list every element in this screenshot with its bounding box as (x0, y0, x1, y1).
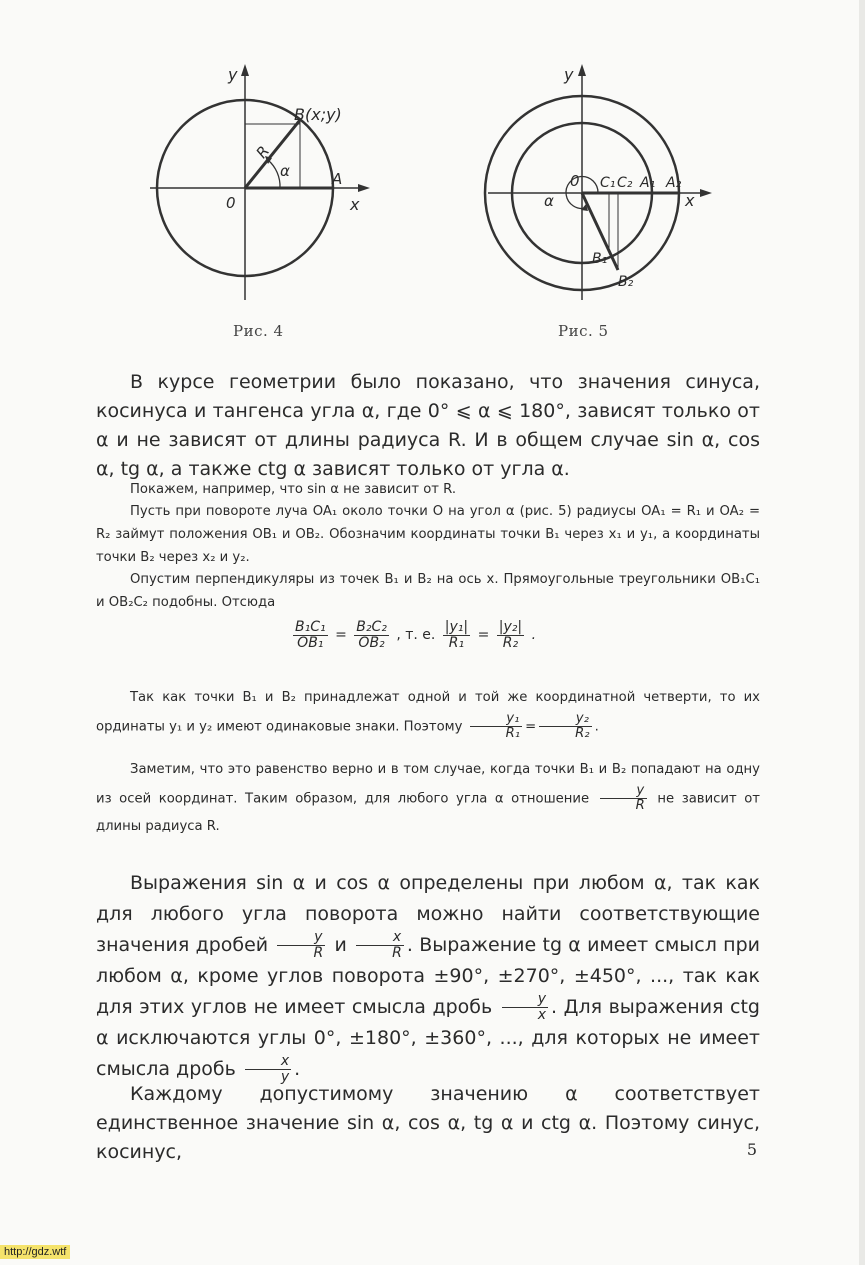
s4-frac1-num: y₁ (470, 712, 522, 727)
eq-separator: , т. е. (396, 627, 436, 644)
s4-eq-sign: = (525, 719, 537, 735)
figure-5-caption: Рис. 5 (558, 322, 609, 340)
p2-frac4-den: y (280, 1069, 290, 1085)
fig4-y-label: y (228, 65, 238, 84)
page-number: 5 (746, 1140, 757, 1159)
fig4-b-label: B(x;y) (294, 105, 342, 124)
s4-frac2-den: R₂ (575, 725, 590, 741)
p2-frac2-num: x (356, 930, 404, 946)
fig4-origin-label: 0 (226, 194, 236, 212)
s4-frac2-num: y₂ (539, 712, 591, 727)
s5-frac-den: R (635, 797, 645, 813)
figure-4 (140, 60, 380, 310)
fig4-x-label: x (350, 195, 360, 214)
fig5-c1-label: C₁ (600, 175, 616, 191)
page-edge-shadow (859, 0, 865, 1265)
eq-frac3-den: R₁ (448, 634, 465, 651)
p2-and: и (334, 934, 347, 956)
eq-frac1-den: OB₁ (297, 634, 324, 651)
s4-end: . (594, 719, 599, 735)
p2-frac3-den: x (537, 1007, 547, 1023)
eq-frac2-den: OB₂ (358, 634, 385, 651)
p2-end: . (294, 1058, 301, 1080)
fig5-a1-label: A₁ (640, 175, 656, 191)
small-paragraph-2: Пусть при повороте луча OA₁ около точки O на угол α (рис. 5) радиусы OA₁ = R₁ и OA₂ = R₂ займут положения OB₁ и OB₂. Обозначим координаты точки B₁ через x₁ и y₁, а координаты точки B₂ через x₂ и y₂. (96, 504, 760, 565)
p2-part3: . Для выражения ctg α исключаются углы 0°, ±180°, ±360°, ..., для которых не имеет смысла дробь (96, 996, 760, 1080)
s4-frac1-den: R₁ (505, 725, 521, 741)
eq-frac4-num: |y₂| (498, 619, 523, 635)
paragraph-2 (96, 868, 760, 1085)
angle-arc (268, 160, 280, 188)
fig4-alpha-label: α (280, 162, 290, 180)
p2-part2: . Выражение tg α имеет смысл при любом α, кроме углов поворота ±90°, ±270°, ±450°, ..., так как для этих углов не имеет смысла дробь (96, 934, 761, 1018)
eq-sign-1: = (335, 627, 347, 644)
small-paragraph-4-text: Так как точки B₁ и B₂ принадлежат одной и той же координатной четверти, то их ординаты y₁ и y₂ имеют одинаковые знаки. Поэтому (96, 690, 760, 735)
y-axis-arrow (578, 64, 586, 76)
small-paragraph-5-end: не зависит от длины радиуса R. (96, 791, 760, 835)
small-paragraph-1: Покажем, например, что sin α не зависит от R. (130, 482, 457, 497)
small-paragraph-5 (96, 756, 760, 841)
paragraph-1: В курсе геометрии было показано, что значения синуса, косинуса и тангенса угла α, где 0° ⩽ α ⩽ 180°, зависят только от α и не зависят от длины радиуса R. И в общем случае sin α, cos α, tg α, а также ctg α зависят только от угла α. (96, 371, 760, 480)
x-axis-arrow (700, 189, 712, 197)
eq-frac1-num: B₁C₁ (295, 619, 326, 635)
paragraph-3: Каждому допустимому значению α соответствует единственное значение sin α, cos α, tg α и ctg α. Поэтому синус, косинус, (96, 1083, 760, 1163)
eq-frac3-num: |y₁| (444, 619, 469, 635)
y-axis-arrow (241, 64, 249, 76)
p2-frac3-num: y (502, 992, 548, 1008)
p2-frac2-den: R (392, 945, 402, 961)
p2-frac1-num: y (277, 930, 325, 946)
small-paragraph-4 (96, 684, 760, 741)
fig5-c2-label: C₂ (617, 175, 633, 191)
p2-frac4-num: x (245, 1054, 291, 1070)
eq-frac2-num: B₂C₂ (356, 619, 387, 635)
small-paragraph-5-text: Заметим, что это равенство верно и в том случае, когда точки B₁ и B₂ попадают на одну из осей координат. Таким образом, для любого угла α отношение (96, 762, 760, 807)
fig5-a2-label: A₂ (666, 175, 682, 191)
watermark-link[interactable]: http://gdz.wtf (0, 1245, 70, 1259)
fig5-x-label: x (685, 191, 695, 210)
p2-part1: Выражения sin α и cos α определены при любом α, так как для любого угла поворота можно найти соответствующие значения дробей (96, 872, 760, 956)
fig5-y-label: y (564, 65, 574, 84)
eq-end: . (531, 627, 537, 644)
eq-frac4-den: R₂ (502, 634, 519, 651)
fig4-a-label: A (332, 170, 343, 188)
eq-sign-2: = (477, 627, 490, 644)
equation-similar-triangles (290, 620, 536, 650)
fig5-alpha-label: α (544, 192, 554, 210)
fig5-origin-label: 0 (570, 172, 580, 190)
small-paragraph-3: Опустим перпендикуляры из точек B₁ и B₂ на ось x. Прямоугольные треугольники OB₁C₁ и OB₂C₂ подобны. Отсюда (96, 572, 760, 610)
fig5-b2-label: B₂ (618, 274, 634, 290)
p2-frac1-den: R (313, 945, 324, 961)
fig4-r-label: R (252, 142, 274, 162)
x-axis-arrow (358, 184, 370, 192)
s5-frac-num: y (600, 784, 647, 799)
fig5-b1-label: B₁ (592, 251, 608, 267)
figure-4-caption: Рис. 4 (233, 322, 284, 340)
figure-5 (480, 60, 730, 310)
